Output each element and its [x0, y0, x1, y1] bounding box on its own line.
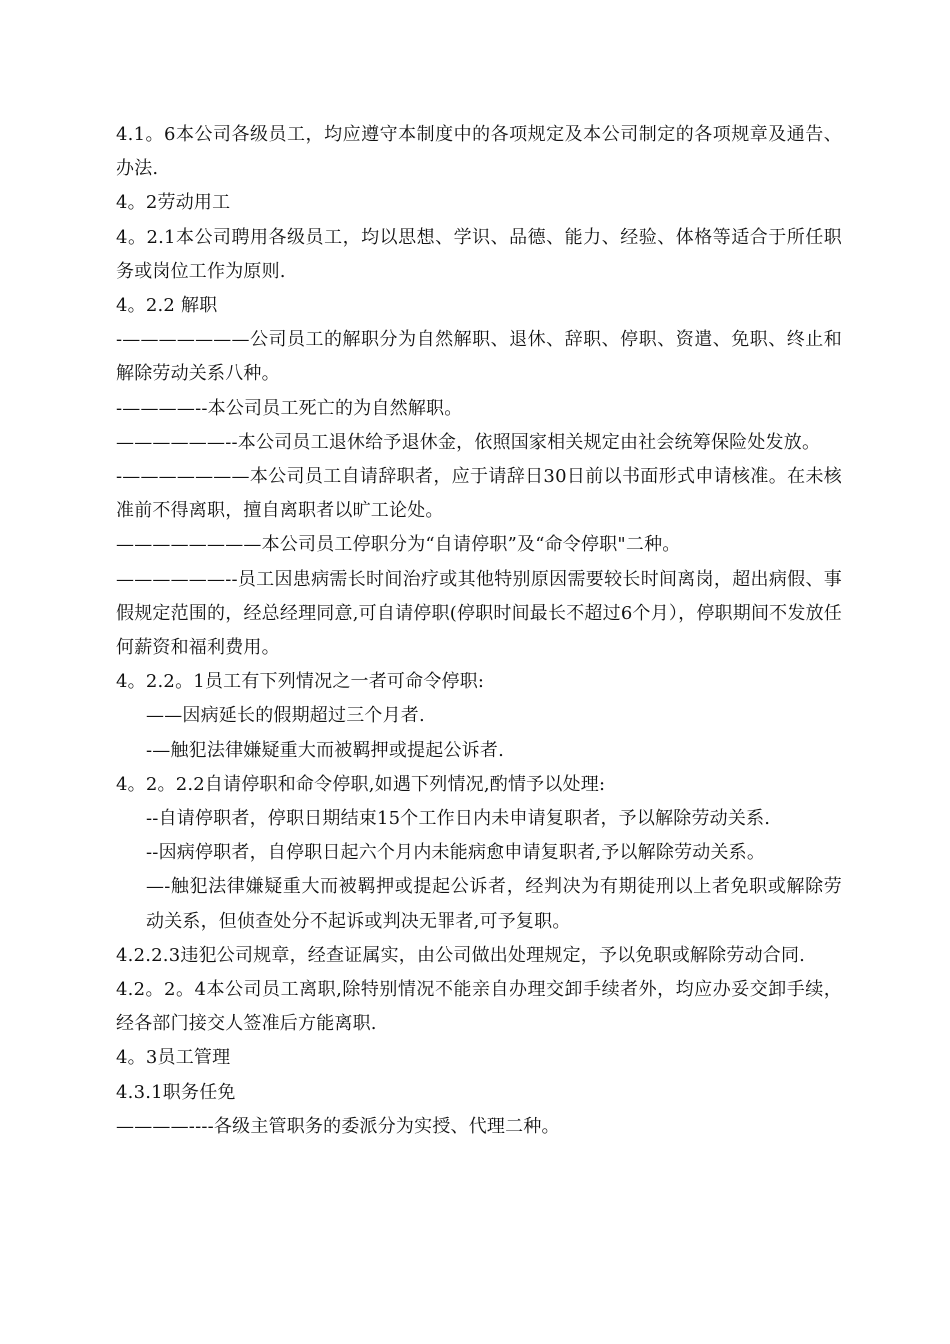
- document-paragraph: 4。2。2.2自请停职和命令停职,如遇下列情况,酌情予以处理:: [116, 773, 606, 795]
- document-paragraph: —-触犯法律嫌疑重大而被羁押或提起公诉者，经判决为有期徒刑以上者免职或解除劳动关系，但侦查处分不起诉或判决无罪者,可予复职。: [146, 876, 842, 932]
- document-paragraph: -———————本公司员工自请辞职者，应于请辞日30日前以书面形式申请核准。在未核准前不得离职，擅自离职者以旷工论处。: [116, 466, 842, 522]
- document-paragraph: ————————本公司员工停职分为“自请停职”及“命令停职"二种。: [116, 534, 681, 556]
- document-paragraph: 4。2劳动用工: [116, 192, 231, 214]
- document-paragraph: --因病停职者，自停职日起六个月内未能病愈申请复职者,予以解除劳动关系。: [146, 842, 766, 864]
- document-paragraph: 4。2.2。1员工有下列情况之一者可命令停职:: [116, 671, 485, 693]
- document-paragraph: -———————公司员工的解职分为自然解职、退休、辞职、停职、资遣、免职、终止和解除劳动关系八种。: [116, 329, 842, 385]
- document-paragraph: ——————--本公司员工退休给予退休金，依照国家相关规定由社会统筹保险处发放。: [116, 431, 821, 453]
- document-paragraph: 4.2。2。4本公司员工离职,除特别情况不能亲自办理交卸手续者外，均应办妥交卸手续，经各部门接交人签准后方能离职.: [116, 979, 842, 1035]
- document-paragraph: ——因病延长的假期超过三个月者.: [146, 705, 425, 727]
- document-paragraph: 4。3员工管理: [116, 1047, 231, 1069]
- document-paragraph: --自请停职者，停职日期结束15个工作日内未申请复职者，予以解除劳动关系.: [146, 808, 771, 830]
- document-body: [116, 118, 842, 1144]
- document-paragraph: 4。2.1本公司聘用各级员工，均以思想、学识、品德、能力、经验、体格等适合于所任职务或岗位工作为原则.: [116, 226, 842, 282]
- document-paragraph: 4.1。6本公司各级员工，均应遵守本制度中的各项规定及本公司制定的各项规章及通告、办法.: [116, 124, 842, 180]
- document-paragraph: -————--本公司员工死亡的为自然解职。: [116, 397, 463, 419]
- document-paragraph: -—触犯法律嫌疑重大而被羁押或提起公诉者.: [146, 739, 505, 761]
- document-paragraph: 4。2.2 解职: [116, 295, 218, 317]
- document-paragraph: ————----各级主管职务的委派分为实授、代理二种。: [116, 1115, 560, 1137]
- document-paragraph: 4.2.2.3违犯公司规章，经查证属实，由公司做出处理规定，予以免职或解除劳动合同.: [116, 944, 806, 966]
- document-paragraph: ——————--员工因患病需长时间治疗或其他特别原因需要较长时间离岗，超出病假、事假规定范围的，经总经理同意,可自请停职(停职时间最长不超过6个月），停职期间不发放任何薪资和福利费用。: [116, 568, 842, 659]
- document-paragraph: 4.3.1职务任免: [116, 1081, 236, 1103]
